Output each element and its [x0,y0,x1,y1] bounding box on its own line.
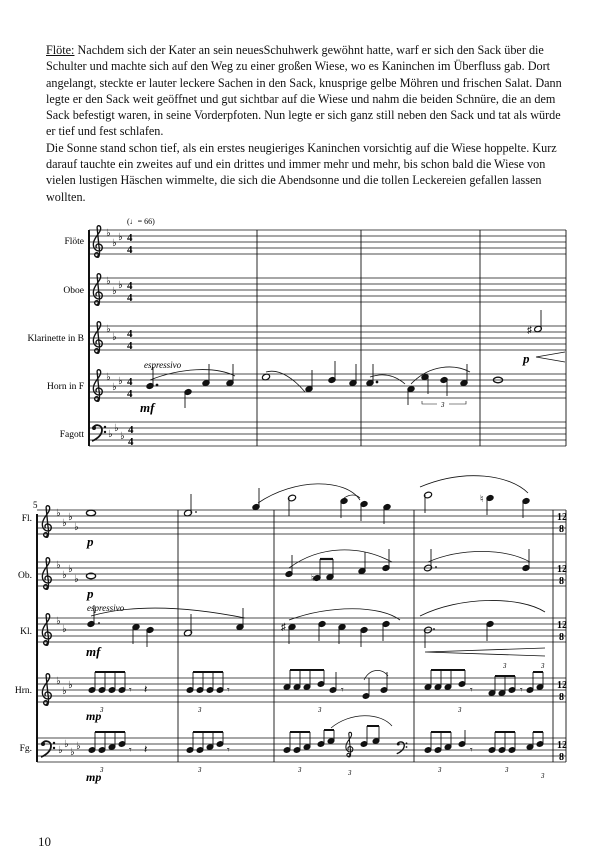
system-1 [28,217,566,448]
dynamic-hrn-mp: mp [86,709,102,723]
system-2 [15,476,567,784]
svg-text:3: 3 [541,772,545,780]
story-lead-label: Flöte: [46,43,75,57]
svg-text:♭: ♭ [56,560,61,571]
svg-text:4: 4 [128,424,134,436]
bass-clef-icon [92,425,106,441]
svg-text:♭: ♭ [120,431,125,442]
svg-text:𝄾: 𝄾 [129,745,132,756]
svg-text:♯: ♯ [527,325,532,336]
svg-text:𝄾: 𝄾 [341,685,344,696]
svg-text:4: 4 [127,244,133,256]
svg-text:12: 12 [557,740,567,751]
crescendo-hairpin [536,352,565,362]
treble-clef-icon [42,674,51,706]
story-paragraph-2: Die Sonne stand schon tief, als ein erstes neugieriges Kaninchen vorsichtig auf die Wiese hoppelte. Kurz darauf tauchte ein zweites auf und ein drittes und immer mehr und mehr, bis schon bald die Wiese von vielen lustigen Häschen wimmelte, die sich die Abendsonne und die tollen Leckereien gefallen lassen wollten. [46,140,557,204]
svg-text:3: 3 [541,662,545,670]
staff-oboe [63,274,566,306]
svg-text:♭: ♭ [76,741,81,752]
instrument-label-hrn: Hrn. [14,686,32,696]
svg-text:𝄽: 𝄽 [144,684,148,696]
svg-text:♭: ♭ [118,376,123,387]
instrument-label-fl: Fl. [21,514,32,524]
svg-text:♭: ♭ [56,508,61,519]
svg-text:8: 8 [559,524,564,535]
svg-text:♭: ♭ [106,372,111,383]
svg-text:4: 4 [127,388,133,400]
svg-text:12: 12 [557,620,567,631]
svg-text:4: 4 [127,280,133,292]
treble-clef-icon [93,274,102,306]
svg-text:♭: ♭ [64,739,69,750]
svg-text:𝄾: 𝄾 [227,745,230,756]
svg-text:♭: ♭ [108,429,113,440]
instrument-label-horn: Horn in F [47,382,84,392]
dynamic-kl-mf: mf [86,644,101,659]
svg-text:♭: ♭ [62,686,67,697]
svg-text:3: 3 [100,766,104,774]
svg-text:3: 3 [458,706,462,714]
svg-text:3: 3 [438,766,442,774]
instrument-label-oboe: Oboe [63,286,84,296]
svg-text:12: 12 [557,512,567,523]
tempo-marking: (♩= 66) [127,217,155,226]
expression-espressivo-kl: espressivo [87,603,125,613]
staff-fg [20,716,567,784]
staff-horn [47,360,566,415]
svg-text:♯: ♯ [281,622,286,633]
svg-text:4: 4 [127,292,133,304]
instrument-label-ob: Ob. [18,571,32,581]
svg-text:3: 3 [441,401,445,409]
svg-text:3: 3 [100,706,104,714]
svg-text:♭: ♭ [118,280,123,291]
svg-text:♭: ♭ [106,324,111,335]
svg-text:♭: ♭ [106,228,111,239]
svg-text:♮: ♮ [480,494,484,505]
svg-text:♭: ♭ [112,238,117,249]
instrument-label-fagott: Fagott [59,430,84,440]
staff-hrn [15,662,567,723]
treble-clef-icon [42,614,51,646]
bass-clef-icon [41,741,55,757]
svg-text:3: 3 [318,706,322,714]
svg-text:4: 4 [127,232,133,244]
svg-text:3: 3 [198,766,202,774]
svg-text:♮: ♮ [311,573,315,583]
svg-text:8: 8 [559,752,564,763]
svg-text:3: 3 [198,706,202,714]
measure-number: 5 [33,500,38,510]
svg-text:♭: ♭ [118,232,123,243]
svg-text:𝄾: 𝄾 [520,685,523,696]
svg-text:♭: ♭ [58,745,63,756]
svg-text:𝄽: 𝄽 [144,744,148,756]
staff-klarinette [28,310,566,366]
svg-text:12: 12 [557,680,567,691]
svg-text:♭: ♭ [62,518,67,529]
svg-text:♭: ♭ [114,423,119,434]
svg-text:4: 4 [128,436,134,448]
svg-text:𝄾: 𝄾 [470,685,473,696]
svg-text:♭: ♭ [112,332,117,343]
staff-kl [20,600,567,659]
svg-text:12: 12 [557,564,567,575]
svg-text:♭: ♭ [70,747,75,758]
treble-clef-icon [93,322,102,354]
svg-text:♭: ♭ [112,382,117,393]
svg-text:♭: ♭ [106,276,111,287]
story-paragraph-1-text: Nachdem sich der Kater an sein neuesSchuhwerk gewöhnt hatte, warf er sich den Sack über die Schulter und machte sich auf den Weg zu einer großen Wiese, wo es Kaninchen im Überfluss gab. Dort angelangt, steckte er lauter leckere Sachen in den Sack, knusprige gelbe Möhren und frischen Salat. Dann legte er den Sack weit geöffnet und gut sichtbar auf die Wiese und nahm die beiden Schnüre, die an dem Sack befestigt waren, in seine Vorderpfoten. Nun legte er sich ganz still neben den Sack und tat als würde er tief und fest schlafen. [46,43,562,139]
svg-text:♭: ♭ [74,574,79,585]
dynamic-clarinet-p: p [523,351,530,366]
svg-text:♭: ♭ [74,522,79,533]
svg-text:♭: ♭ [68,564,73,575]
svg-text:4: 4 [127,340,133,352]
instrument-label-klarinette: Klarinette in B [27,334,84,344]
svg-text:♭: ♭ [112,286,117,297]
svg-text:♭: ♭ [62,570,67,581]
treble-clef-icon [93,226,102,258]
staff-fagott [60,422,566,448]
staff-fl [22,476,567,549]
instrument-label-floete: Flöte [64,237,84,247]
svg-text:♭: ♭ [62,624,67,635]
svg-text:3: 3 [505,766,509,774]
svg-text:8: 8 [559,632,564,643]
decrescendo-hairpin [425,648,545,656]
svg-text:4: 4 [127,328,133,340]
dynamic-fg-mp: mp [86,770,102,784]
instrument-label-fg: Fg. [19,744,32,754]
treble-clef-icon [42,558,51,590]
dynamic-ob-p: p [87,586,94,601]
svg-text:𝄾: 𝄾 [227,685,230,696]
dynamic-fl-p: p [87,534,94,549]
svg-text:4: 4 [127,376,133,388]
svg-text:𝄾: 𝄾 [129,685,132,696]
treble-clef-icon [93,370,102,402]
svg-text:♭: ♭ [68,680,73,691]
svg-text:3: 3 [348,769,352,777]
svg-text:8: 8 [559,576,564,587]
svg-text:3: 3 [503,662,507,670]
svg-text:𝄾: 𝄾 [470,745,473,756]
treble-clef-icon [346,732,353,757]
instrument-label-kl: Kl. [20,627,32,637]
dynamic-horn-mf: mf [140,400,155,415]
treble-clef-icon [42,506,51,538]
staff-ob [18,549,567,601]
svg-text:8: 8 [559,692,564,703]
svg-text:♭: ♭ [56,616,61,627]
expression-espressivo: espressivo [144,360,182,370]
page-number: 10 [38,834,51,849]
svg-text:3: 3 [298,766,302,774]
svg-text:♭: ♭ [68,512,73,523]
staff-floete [64,226,566,258]
svg-text:♭: ♭ [56,676,61,687]
